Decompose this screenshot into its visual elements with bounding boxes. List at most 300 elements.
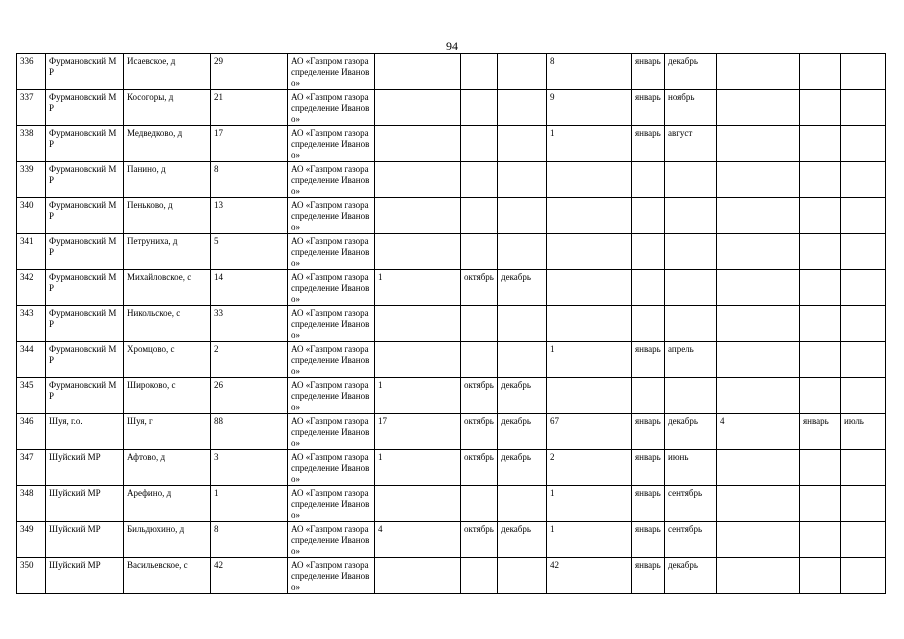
row-number [17,54,46,90]
table-row [17,90,886,126]
plan-a-start [461,342,498,378]
count-cell [211,270,288,306]
plan-c-start [800,270,841,306]
plan-c-end [841,198,886,234]
plan-c-end [841,90,886,126]
plan-a-end [498,234,547,270]
plan-a-count [375,414,461,450]
plan-a-start [461,54,498,90]
district-cell-text: Фурмановский МР [49,56,117,77]
plan-b-end [665,162,717,198]
locality-cell [124,162,211,198]
locality-cell [124,414,211,450]
plan-b-count-text: 1 [550,128,555,138]
locality-cell [124,306,211,342]
district-cell [46,90,124,126]
count-cell [211,234,288,270]
row-number-text: 348 [20,488,34,498]
plan-c-start [800,162,841,198]
organization-cell [288,270,375,306]
locality-cell-text: Исаевское, д [127,56,176,66]
plan-b-end-text: апрель [668,344,694,354]
plan-b-count [547,270,632,306]
plan-a-count-text: 1 [378,452,383,462]
plan-b-end-text: декабрь [668,56,698,66]
organization-cell [288,378,375,414]
plan-c-end [841,342,886,378]
count-cell [211,54,288,90]
plan-b-count [547,234,632,270]
locality-cell [124,486,211,522]
row-number-text: 349 [20,524,34,534]
locality-cell-text: Медведково, д [127,128,183,138]
plan-b-count [547,162,632,198]
count-cell-text: 3 [214,452,219,462]
plan-b-start-text: январь [635,488,661,498]
plan-c-end [841,558,886,594]
plan-c-count [717,234,800,270]
plan-c-count [717,162,800,198]
plan-b-count [547,414,632,450]
plan-a-start [461,162,498,198]
plan-b-start [632,270,665,306]
table-row [17,270,886,306]
count-cell-text: 14 [214,272,223,282]
plan-a-count [375,558,461,594]
district-cell [46,54,124,90]
plan-b-start-text: январь [635,56,661,66]
count-cell [211,522,288,558]
plan-b-end [665,522,717,558]
count-cell-text: 42 [214,560,223,570]
district-cell-text: Фурмановский МР [49,272,117,293]
district-cell-text: Фурмановский МР [49,164,117,185]
plan-a-start [461,198,498,234]
plan-b-start [632,558,665,594]
plan-b-end-text: сентябрь [668,488,703,498]
count-cell-text: 5 [214,236,219,246]
organization-cell [288,342,375,378]
plan-c-count [717,198,800,234]
plan-b-end [665,306,717,342]
plan-b-start-text: январь [635,128,661,138]
plan-b-start [632,234,665,270]
plan-c-end [841,234,886,270]
plan-a-start [461,270,498,306]
organization-cell-text: АО «Газпром газораспределение Иваново» [291,560,370,592]
plan-c-start [800,306,841,342]
district-cell-text: Фурмановский МР [49,308,117,329]
organization-cell-text: АО «Газпром газораспределение Иваново» [291,452,370,484]
district-cell [46,306,124,342]
plan-c-count [717,126,800,162]
plan-a-count [375,378,461,414]
plan-c-count [717,270,800,306]
plan-c-end [841,414,886,450]
plan-a-count-text: 1 [378,272,383,282]
plan-a-end-text: декабрь [501,452,531,462]
district-cell [46,270,124,306]
plan-b-end [665,54,717,90]
plan-a-count [375,522,461,558]
plan-b-end [665,450,717,486]
organization-cell-text: АО «Газпром газораспределение Иваново» [291,272,370,304]
plan-b-start-text: январь [635,452,661,462]
district-cell [46,414,124,450]
organization-cell-text: АО «Газпром газораспределение Иваново» [291,380,370,412]
locality-cell [124,270,211,306]
organization-cell [288,558,375,594]
row-number [17,162,46,198]
plan-b-start-text: январь [635,92,661,102]
organization-cell-text: АО «Газпром газораспределение Иваново» [291,92,370,124]
count-cell-text: 13 [214,200,223,210]
plan-a-end-text: декабрь [501,272,531,282]
district-cell-text: Фурмановский МР [49,380,117,401]
organization-cell-text: АО «Газпром газораспределение Иваново» [291,488,370,520]
plan-c-start [800,450,841,486]
plan-c-end-text: июль [844,416,864,426]
locality-cell-text: Михайловское, с [127,272,192,282]
count-cell-text: 1 [214,488,219,498]
plan-b-start [632,450,665,486]
plan-b-count-text: 42 [550,560,559,570]
row-number [17,486,46,522]
plan-a-start [461,558,498,594]
plan-b-start [632,198,665,234]
district-cell-text: Шуйский МР [49,560,101,570]
organization-cell [288,54,375,90]
plan-b-start-text: январь [635,344,661,354]
row-number-text: 336 [20,56,34,66]
count-cell-text: 29 [214,56,223,66]
plan-a-start [461,414,498,450]
plan-b-start-text: январь [635,416,661,426]
plan-c-start [800,522,841,558]
locality-cell-text: Афтово, д [127,452,166,462]
organization-cell-text: АО «Газпром газораспределение Иваново» [291,128,370,160]
district-cell [46,126,124,162]
plan-a-end [498,522,547,558]
plan-a-count-text: 4 [378,524,383,534]
plan-a-end [498,342,547,378]
plan-c-start [800,90,841,126]
district-cell [46,486,124,522]
table-row [17,486,886,522]
plan-b-end [665,126,717,162]
plan-a-start-text: октябрь [464,524,494,534]
plan-a-count [375,126,461,162]
plan-b-end-text: декабрь [668,560,698,570]
table-row [17,522,886,558]
locality-cell [124,342,211,378]
table-row [17,342,886,378]
plan-a-end-text: декабрь [501,416,531,426]
district-cell [46,162,124,198]
plan-a-count [375,54,461,90]
organization-cell [288,162,375,198]
plan-a-end [498,306,547,342]
count-cell [211,90,288,126]
plan-c-count [717,450,800,486]
organization-cell [288,90,375,126]
district-cell-text: Шуйский МР [49,452,101,462]
plan-c-count [717,522,800,558]
row-number [17,342,46,378]
plan-a-end [498,198,547,234]
plan-b-count-text: 1 [550,488,555,498]
district-cell-text: Фурмановский МР [49,128,117,149]
row-number [17,126,46,162]
count-cell-text: 17 [214,128,223,138]
district-cell-text: Фурмановский МР [49,200,117,221]
count-cell [211,378,288,414]
row-number-text: 344 [20,344,34,354]
plan-c-count [717,558,800,594]
district-cell [46,558,124,594]
organization-cell [288,522,375,558]
plan-c-end [841,306,886,342]
row-number-text: 341 [20,236,34,246]
schedule-table [16,53,886,594]
count-cell [211,126,288,162]
table-row [17,198,886,234]
organization-cell-text: АО «Газпром газораспределение Иваново» [291,200,370,232]
organization-cell [288,198,375,234]
count-cell [211,486,288,522]
plan-a-start [461,234,498,270]
plan-b-end [665,270,717,306]
plan-a-end [498,90,547,126]
district-cell [46,198,124,234]
row-number-text: 337 [20,92,34,102]
plan-a-count [375,306,461,342]
plan-c-start [800,558,841,594]
plan-a-end [498,414,547,450]
plan-a-count-text: 1 [378,380,383,390]
plan-b-count [547,522,632,558]
plan-c-count [717,54,800,90]
plan-a-count [375,270,461,306]
plan-c-count [717,306,800,342]
plan-a-count [375,342,461,378]
plan-c-count [717,486,800,522]
plan-b-count-text: 2 [550,452,555,462]
locality-cell-text: Арефино, д [127,488,172,498]
row-number-text: 343 [20,308,34,318]
plan-b-count [547,486,632,522]
plan-a-end [498,450,547,486]
plan-a-count [375,234,461,270]
plan-b-end [665,378,717,414]
count-cell [211,306,288,342]
plan-c-end [841,378,886,414]
plan-a-start [461,126,498,162]
plan-a-count [375,162,461,198]
district-cell-text: Шуйский МР [49,488,101,498]
count-cell [211,558,288,594]
row-number [17,558,46,594]
plan-c-end [841,54,886,90]
plan-b-end [665,558,717,594]
organization-cell [288,486,375,522]
plan-a-count [375,450,461,486]
plan-a-end [498,378,547,414]
locality-cell-text: Пеньково, д [127,200,173,210]
locality-cell [124,378,211,414]
plan-a-end [498,270,547,306]
district-cell [46,342,124,378]
table-row [17,126,886,162]
row-number [17,90,46,126]
count-cell [211,162,288,198]
plan-b-start [632,522,665,558]
plan-b-count-text: 8 [550,56,555,66]
plan-a-start [461,450,498,486]
organization-cell [288,234,375,270]
district-cell [46,522,124,558]
plan-c-start [800,126,841,162]
row-number-text: 340 [20,200,34,210]
count-cell-text: 88 [214,416,223,426]
plan-b-start [632,414,665,450]
plan-b-count [547,378,632,414]
plan-c-count [717,342,800,378]
locality-cell [124,558,211,594]
plan-c-end [841,522,886,558]
plan-c-end [841,486,886,522]
page-number: 94 [446,39,458,53]
plan-b-end [665,342,717,378]
locality-cell-text: Хромцово, с [127,344,175,354]
district-cell [46,234,124,270]
plan-b-start-text: январь [635,560,661,570]
plan-b-start [632,378,665,414]
count-cell-text: 21 [214,92,223,102]
plan-b-end [665,198,717,234]
plan-c-start [800,54,841,90]
plan-a-start [461,306,498,342]
table-row [17,162,886,198]
plan-b-end-text: сентябрь [668,524,703,534]
row-number-text: 339 [20,164,34,174]
count-cell-text: 8 [214,524,219,534]
district-cell-text: Шуйский МР [49,524,101,534]
row-number [17,450,46,486]
row-number [17,414,46,450]
locality-cell [124,126,211,162]
plan-a-start-text: октябрь [464,416,494,426]
organization-cell-text: АО «Газпром газораспределение Иваново» [291,56,370,88]
plan-a-count [375,90,461,126]
locality-cell-text: Широково, с [127,380,176,390]
district-cell [46,378,124,414]
plan-b-count [547,450,632,486]
plan-c-start [800,378,841,414]
row-number [17,234,46,270]
plan-b-count [547,306,632,342]
plan-b-count-text: 9 [550,92,555,102]
locality-cell-text: Петруниха, д [127,236,178,246]
organization-cell-text: АО «Газпром газораспределение Иваново» [291,344,370,376]
plan-a-start-text: октябрь [464,272,494,282]
plan-a-end-text: декабрь [501,380,531,390]
plan-b-end-text: июнь [668,452,689,462]
plan-a-end [498,162,547,198]
count-cell-text: 26 [214,380,223,390]
plan-b-end [665,414,717,450]
locality-cell-text: Шуя, г [127,416,153,426]
plan-a-end [498,486,547,522]
locality-cell [124,450,211,486]
plan-c-end [841,270,886,306]
locality-cell [124,234,211,270]
plan-a-count-text: 17 [378,416,387,426]
row-number [17,270,46,306]
organization-cell [288,126,375,162]
row-number [17,378,46,414]
table-row [17,450,886,486]
plan-b-start [632,54,665,90]
organization-cell-text: АО «Газпром газораспределение Иваново» [291,524,370,556]
row-number-text: 347 [20,452,34,462]
district-cell [46,450,124,486]
organization-cell [288,450,375,486]
district-cell-text: Фурмановский МР [49,344,117,365]
plan-b-count-text: 67 [550,416,559,426]
plan-b-end [665,234,717,270]
plan-a-start [461,378,498,414]
organization-cell-text: АО «Газпром газораспределение Иваново» [291,416,370,448]
count-cell-text: 8 [214,164,219,174]
locality-cell [124,90,211,126]
organization-cell-text: АО «Газпром газораспределение Иваново» [291,308,370,340]
row-number [17,522,46,558]
plan-c-end [841,450,886,486]
plan-b-count [547,342,632,378]
row-number-text: 350 [20,560,34,570]
district-cell-text: Фурмановский МР [49,236,117,257]
table-row [17,414,886,450]
plan-a-start [461,486,498,522]
plan-b-count [547,90,632,126]
plan-b-end [665,486,717,522]
plan-b-start [632,126,665,162]
plan-b-start [632,486,665,522]
plan-c-start [800,486,841,522]
plan-b-count [547,126,632,162]
table-row [17,378,886,414]
plan-b-end [665,90,717,126]
count-cell [211,414,288,450]
plan-a-end [498,126,547,162]
plan-b-count [547,54,632,90]
district-cell-text: Шуя, г.о. [49,416,83,426]
organization-cell [288,414,375,450]
plan-b-end-text: декабрь [668,416,698,426]
locality-cell-text: Бильдюхино, д [127,524,185,534]
table-row [17,234,886,270]
plan-b-count [547,198,632,234]
locality-cell [124,54,211,90]
locality-cell-text: Никольское, с [127,308,181,318]
plan-a-count [375,486,461,522]
plan-b-start [632,342,665,378]
table-row [17,306,886,342]
plan-c-count [717,414,800,450]
plan-b-start [632,306,665,342]
plan-b-count [547,558,632,594]
